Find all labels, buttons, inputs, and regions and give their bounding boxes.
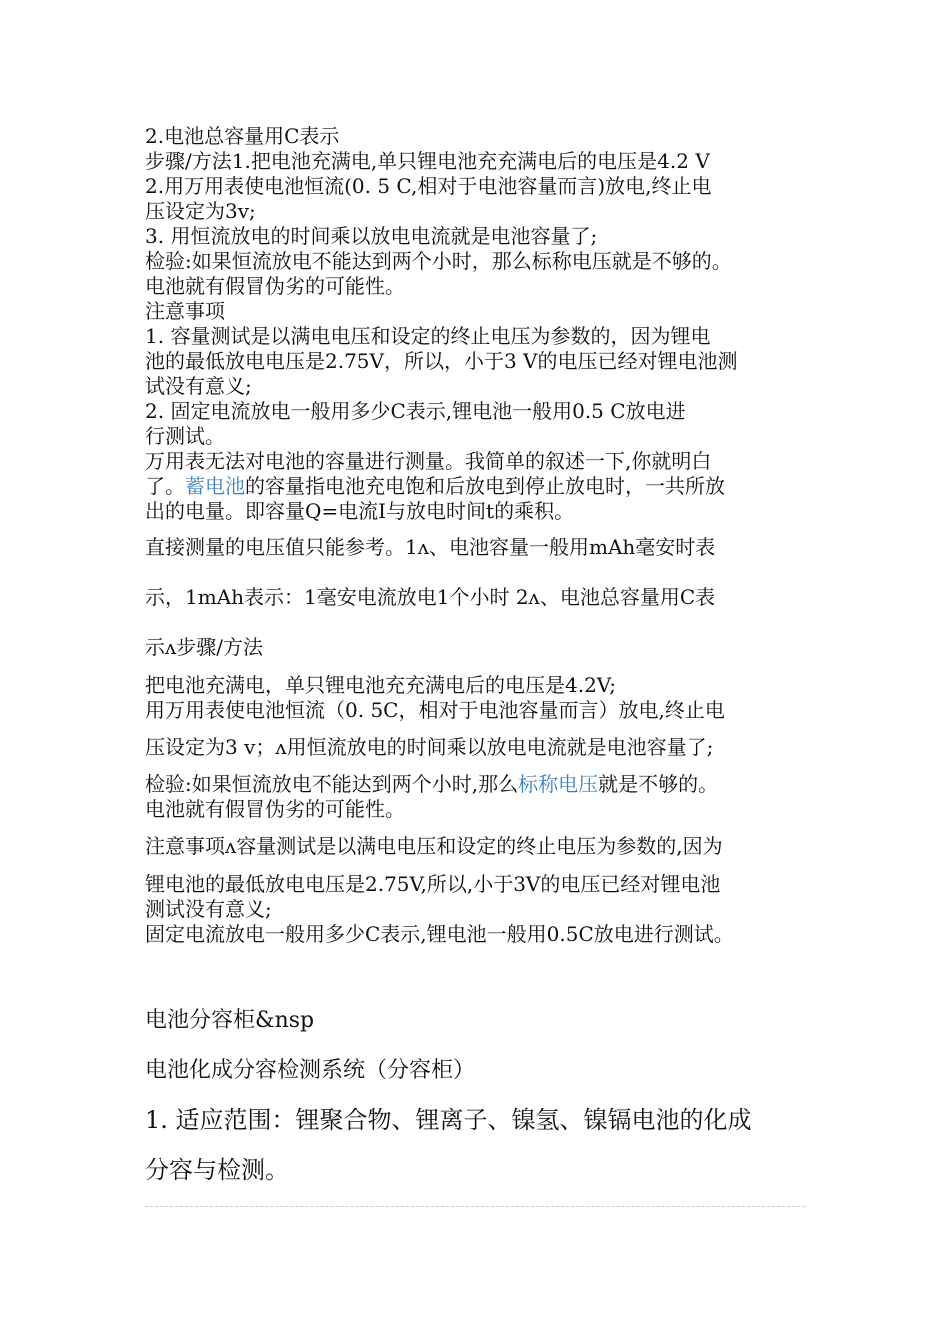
text-line: 把电池充满电，单只锂电池充充满电后的电压是4.2V; [145, 673, 616, 697]
text-line: 2. 固定电流放电一般用多少C表示,锂电池一般用0.5 C放电进 [145, 399, 686, 423]
text-line: 检验:如果恒流放电不能达到两个小时，那么标称电压就是不够的。 [145, 249, 732, 273]
text-line: 电池就有假冒伪劣的可能性。 [145, 797, 405, 821]
text-line: 万用表无法对电池的容量进行测量。我简单的叙述一下,你就明白 [145, 449, 712, 473]
section-heading: 电池化成分容检测系统（分容柜） [145, 1058, 476, 1083]
text-line: 注意事项 [145, 299, 225, 323]
text-line: 1. 容量测试是以满电电压和设定的终止电压为参数的，因为锂电 [145, 324, 711, 348]
text-fragment: 了。 [145, 474, 185, 498]
nominal-voltage-link[interactable]: 标称电压 [518, 772, 599, 796]
text-line: 压设定为3 v；ᴧ用恒流放电的时间乘以放电电流就是电池容量了; [145, 735, 714, 759]
text-line: 直接测量的电压值只能参考。1ᴧ、电池容量一般用mAh毫安时表 [145, 535, 716, 559]
dashed-divider [145, 1206, 805, 1207]
text-line: 用万用表使电池恒流（0. 5C，相对于电池容量而言）放电,终止电 [145, 698, 725, 722]
text-line: 固定电流放电一般用多少C表示,锂电池一般用0.5C放电进行测试。 [145, 922, 734, 946]
text-line [145, 474, 725, 498]
text-line: 2.电池总容量用C表示 [145, 124, 340, 148]
text-line: 示ᴧ步骤/方法 [145, 635, 264, 659]
text-line: 压设定为3v; [145, 199, 256, 223]
text-line: 2.用万用表使电池恒流(0. 5 C,相对于电池容量而言)放电,终止电 [145, 174, 712, 198]
text-line: 池的最低放电电压是2.75V，所以，小于3 V的电压已经对锂电池测 [145, 349, 738, 373]
text-line [145, 772, 718, 796]
text-line: 电池就有假冒伪劣的可能性。 [145, 274, 405, 298]
text-line: 试没有意义; [145, 374, 252, 398]
text-line: 3. 用恒流放电的时间乘以放电电流就是电池容量了; [145, 224, 598, 248]
battery-link[interactable]: 蓄电池 [185, 474, 245, 498]
section-heading: 电池分容柜&nsp [145, 1008, 315, 1033]
text-line: 1. 适应范围：锂聚合物、锂离子、镍氢、镍镉电池的化成 [145, 1106, 752, 1134]
text-line: 锂电池的最低放电电压是2.75V,所以,小于3V的电压已经对锂电池 [145, 872, 721, 896]
text-line: 出的电量。即容量Q=电流I与放电时间t的乘积。 [145, 499, 575, 523]
text-line: 测试没有意义; [145, 897, 272, 921]
text-line: 示，1mAh表示：1毫安电流放电1个小时 2ᴧ、电池总容量用C表 [145, 585, 716, 609]
text-line: 行测试。 [145, 424, 225, 448]
text-fragment: 就是不够的。 [598, 772, 719, 796]
text-fragment: 检验:如果恒流放电不能达到两个小时,那么 [145, 772, 519, 796]
text-line: 分容与检测。 [145, 1156, 289, 1184]
text-fragment: 的容量指电池充电饱和后放电到停止放电时，一共所放 [245, 474, 725, 498]
text-line: 步骤/方法1.把电池充满电,单只锂电池充充满电后的电压是4.2 V [145, 149, 710, 173]
text-line: 注意事项ᴧ容量测试是以满电电压和设定的终止电压为参数的,因为 [145, 834, 723, 858]
